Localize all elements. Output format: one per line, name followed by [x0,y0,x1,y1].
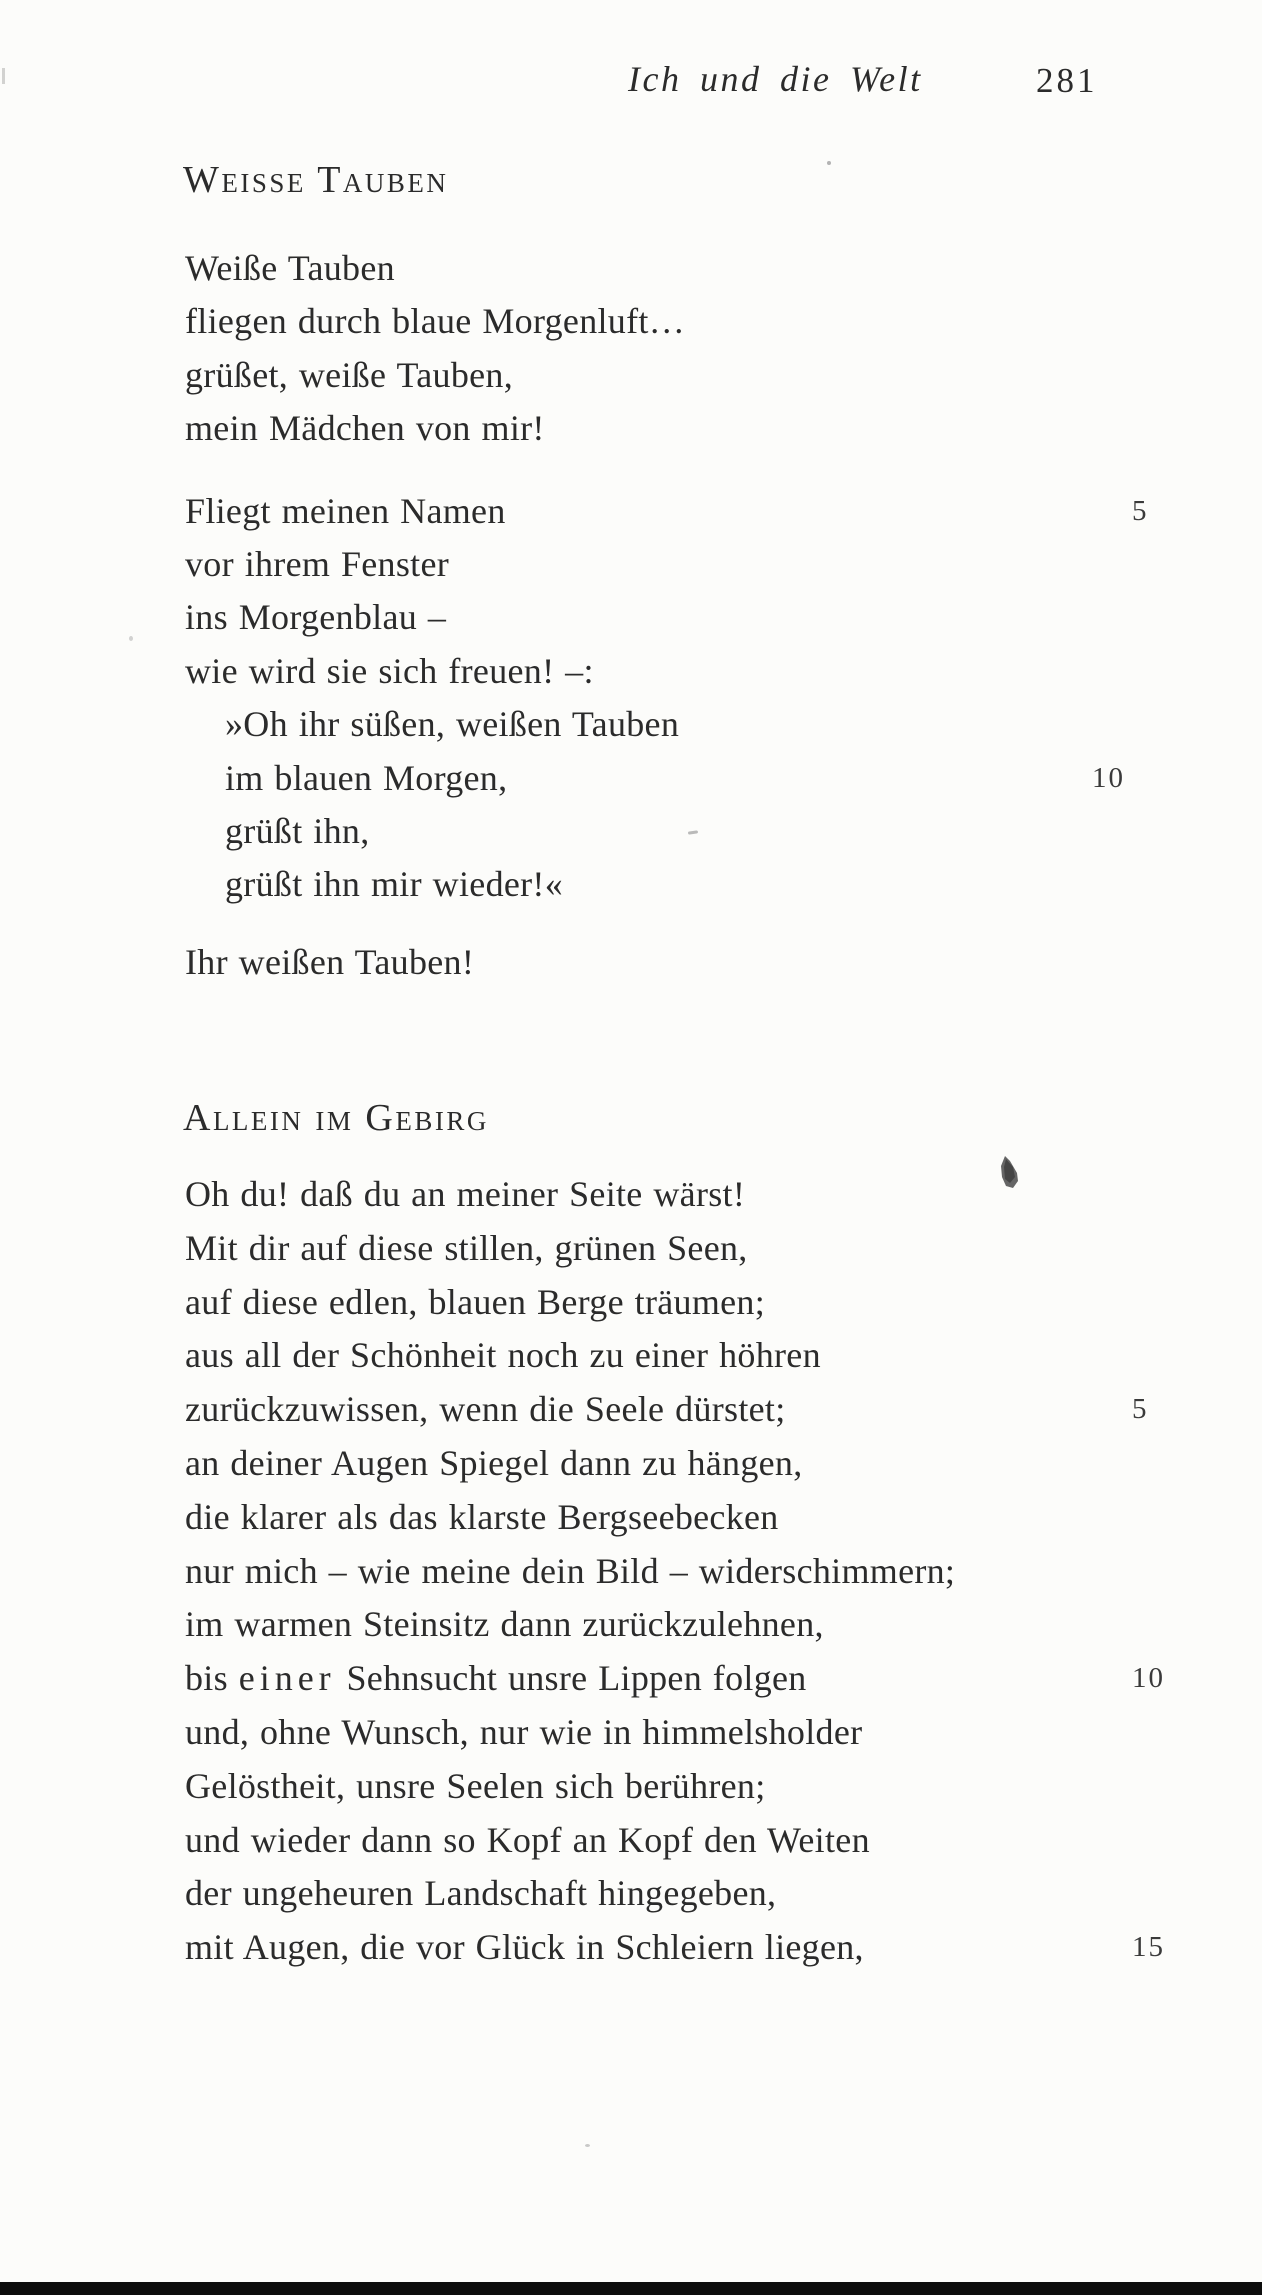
poem-line [185,1706,1195,1760]
poem-line-text: bis einer Sehnsucht unsre Lippen folgen [185,1658,807,1699]
poem-line-text: mein Mädchen von mir! [185,408,545,449]
scan-speck [827,161,831,165]
poem-line [185,1760,1195,1814]
poem-line [185,1867,1195,1921]
poem-line-text: an deiner Augen Spiegel dann zu hängen, [185,1442,803,1483]
poem-line [185,1652,1195,1706]
poem-line [185,402,1195,455]
poem-title-weisse-tauben: Weisse Tauben [183,159,449,201]
poem-line-text: zurückzuwissen, wenn die Seele dürstet; [185,1389,786,1430]
poem-line [185,1437,1195,1491]
scan-speck [585,2144,590,2147]
poem-line-text: und wieder dann so Kopf an Kopf den Weiten [185,1819,870,1860]
poem-line-text: Ihr weißen Tauben! [185,941,475,982]
poem-line-text: im blauen Morgen, [225,757,508,798]
poem-line-text: grüßet, weiße Tauben, [185,354,514,395]
poem-line-text: Gelöstheit, unsre Seelen sich berühren; [185,1765,766,1806]
poem-line [185,1222,1195,1276]
poem-line-text: der ungeheuren Landschaft hingegeben, [185,1873,777,1914]
poem-line [185,1383,1195,1437]
verse-line-number: 15 [1132,1931,1165,1964]
page-number: 281 [1036,61,1098,100]
poem-line-text: fliegen durch blaue Morgenluft… [185,301,685,342]
ink-blotch [996,1153,1026,1193]
poem-line-text: die klarer als das klarste Bergseebecken [185,1496,779,1537]
poem-line [185,295,1195,348]
poem-line [185,485,1195,538]
poem-line [185,1598,1195,1652]
verse-line-number: 5 [1132,494,1149,527]
poem-line [185,1921,1195,1975]
poem-line [185,936,1195,989]
poem-line-text: Fliegt meinen Namen [185,490,506,531]
stanza [185,242,1195,456]
poem-line-text: Weiße Tauben [185,248,395,288]
emphasized-word: einer [238,1658,336,1699]
poem-line [185,752,1195,805]
running-header [0,0,1262,110]
poem-line [185,1491,1195,1545]
poem-line [185,698,1195,751]
poem-line-text: im warmen Steinsitz dann zurückzulehnen, [185,1604,824,1645]
poem-line-text: auf diese edlen, blauen Berge träumen; [185,1281,766,1322]
verse-line-number: 10 [1132,1662,1165,1695]
poem-line-text: aus all der Schönheit noch zu einer höhren [185,1335,821,1376]
stanza [185,1168,1195,1975]
poem-line [185,1168,1195,1222]
poem-line [185,858,1195,911]
poem-line-text: ins Morgenblau – [185,597,447,638]
poem-line-text: Oh du! daß du an meiner Seite wärst! [185,1174,746,1214]
poem-line-text: mit Augen, die vor Glück in Schleiern liegen, [185,1927,864,1968]
poem-title-allein-im-gebirg: Allein im Gebirg [183,1097,489,1139]
poem-line-text: und, ohne Wunsch, nur wie in himmelsholder [185,1711,863,1752]
poem-line-text: grüßt ihn mir wieder!« [225,864,564,905]
scan-bottom-bar [0,2282,1262,2295]
poem-body-weisse-tauben [185,242,1195,989]
poem-line-text: vor ihrem Fenster [185,543,450,584]
poem-line-text: »Oh ihr süßen, weißen Tauben [225,704,680,745]
poem-line [185,645,1195,698]
stanza [185,485,1195,912]
poem-line-text: grüßt ihn, [225,810,370,851]
poem-body-allein-im-gebirg [185,1168,1195,1975]
scan-edge-mark [2,68,5,84]
verse-line-number: 5 [1132,1393,1149,1426]
poem-line [185,1276,1195,1330]
poem-line [185,1814,1195,1868]
poem-line-text: nur mich – wie meine dein Bild – widerschimmern; [185,1550,956,1591]
poem-line [185,349,1195,402]
poem-line-text: wie wird sie sich freuen! –: [185,650,594,691]
verse-line-number: 10 [1092,761,1125,794]
stanza [185,936,1195,989]
poem-line [185,1329,1195,1383]
scan-speck [129,636,133,641]
poem-line [185,1545,1195,1599]
poem-line [185,538,1195,591]
running-title: Ich und die Welt [628,59,923,99]
poem-line [185,591,1195,644]
poem-line [185,242,1195,295]
poem-line-text: Mit dir auf diese stillen, grünen Seen, [185,1227,748,1268]
